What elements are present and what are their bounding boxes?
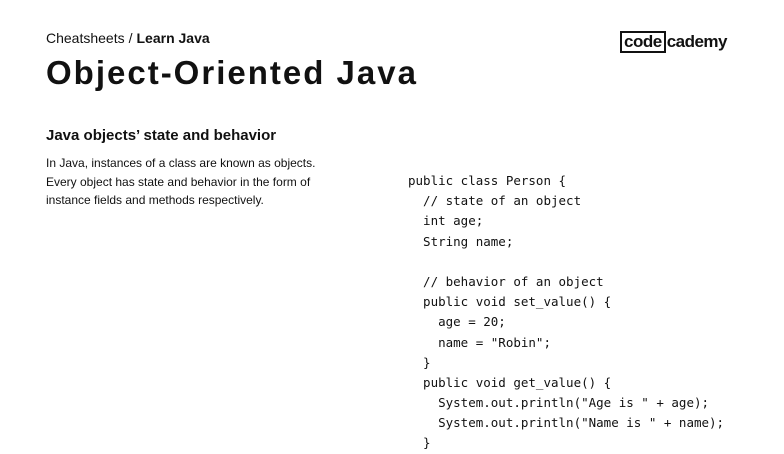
code-line: }: [408, 435, 431, 451]
breadcrumb-link-cheatsheets[interactable]: Cheatsheets: [46, 30, 125, 46]
section-title: Java objects’ state and behavior: [46, 127, 277, 144]
codecademy-logo[interactable]: [620, 31, 727, 53]
code-line: public class Person {: [408, 173, 567, 188]
code-line: }: [408, 354, 431, 370]
section-description: In Java, instances of a class are known as objects. Every object has state and behavior in the form of instance fields and methods respectively.: [46, 156, 316, 207]
code-line: int age;: [408, 213, 484, 229]
code-line: String name;: [408, 233, 514, 249]
code-line: // state of an object: [408, 193, 582, 209]
code-line: name = "Robin";: [408, 334, 551, 350]
code-line: public void get_value() {: [408, 374, 612, 390]
breadcrumb: [46, 29, 210, 47]
code-line: // behavior of an object: [408, 273, 604, 289]
breadcrumb-link-learn-java[interactable]: Learn Java: [136, 30, 210, 46]
logo-rest-text: cademy: [666, 32, 728, 51]
code-line: public void set_value() {: [408, 294, 612, 310]
logo-boxed-text: code: [620, 31, 666, 53]
code-line: System.out.println("Age is " + age);: [408, 395, 710, 411]
code-line: System.out.println("Name is " + name);: [408, 415, 725, 431]
code-line: age = 20;: [408, 314, 506, 330]
page-title: Object-Oriented Java: [46, 54, 418, 91]
code-line: [408, 252, 724, 272]
code-block: [408, 171, 724, 454]
breadcrumb-separator: /: [128, 30, 133, 46]
